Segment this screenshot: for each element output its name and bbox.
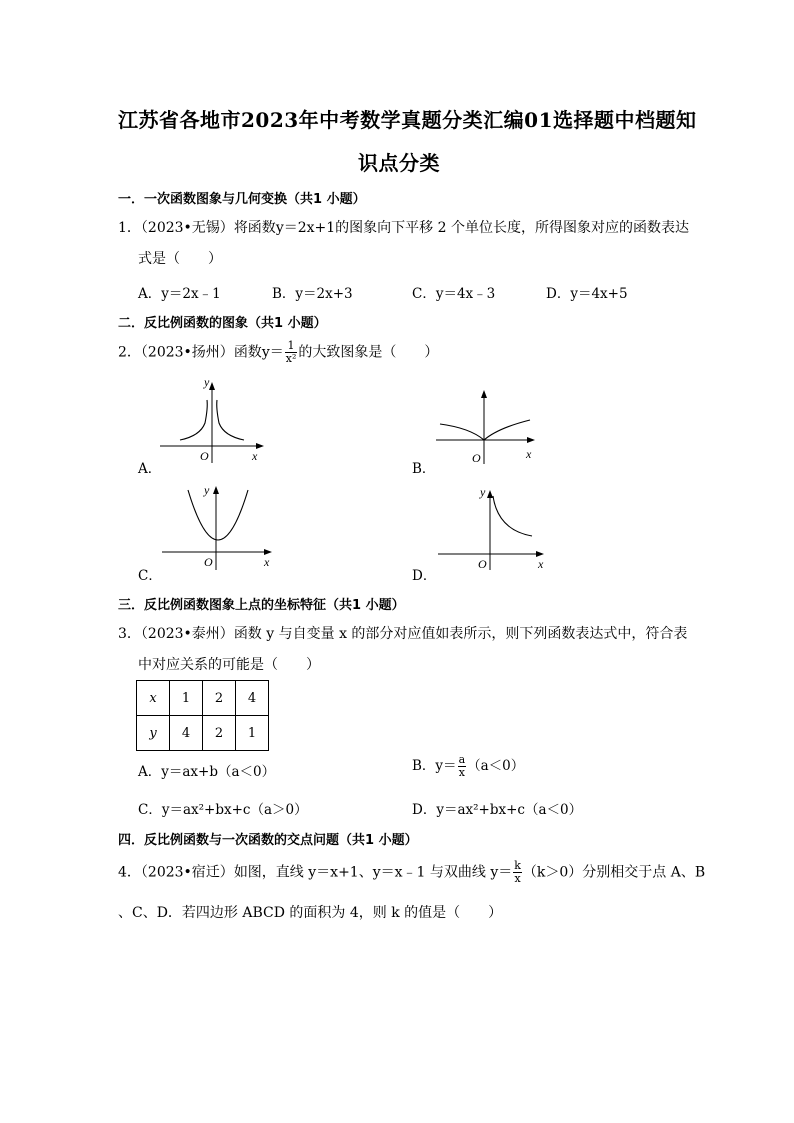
question-3-option-b[interactable]: B．y＝ $\frac{a}{x}$ （a＜0） xyxy=(412,753,525,779)
table-cell: 2 xyxy=(203,716,236,751)
question-1-source: （2023•无锡） xyxy=(140,220,234,236)
question-3-number: 3． xyxy=(118,626,141,642)
curve-right xyxy=(484,420,530,440)
origin-label: O xyxy=(200,449,209,463)
question-3-line1: 3．（2023•泰州）函数 y 与自变量 x 的部分对应值如表所示，则下列函数表达式中，符合表 xyxy=(118,626,688,642)
origin-label: O xyxy=(472,451,481,465)
table-cell: 1 xyxy=(236,716,269,751)
y-label: y xyxy=(480,485,486,499)
question-4-fraction: $\frac{k}{x}$ xyxy=(514,859,521,885)
table-row xyxy=(137,681,269,716)
curve-right xyxy=(493,496,532,536)
section-heading-3: 三．反比例函数图象上点的坐标特征（共1 小题） xyxy=(118,598,405,613)
table-cell: 2 xyxy=(203,681,236,716)
question-4-line1: 4．（2023•宿迁）如图，直线 y＝x+1、y＝x﹣1 与双曲线 y＝ $\frac{k}{x}$ （k＞0）分别相交于点 A、B xyxy=(118,859,706,885)
table-cell: 1 xyxy=(170,681,203,716)
question-2-option-b-label[interactable]: B． xyxy=(412,461,436,477)
question-4-number: 4． xyxy=(118,864,141,881)
question-3-source: （2023•泰州） xyxy=(140,626,234,642)
question-1-option-c[interactable]: C．y＝4x﹣3 xyxy=(412,286,496,302)
y-axis-arrow xyxy=(487,490,493,498)
table-cell: 4 xyxy=(170,716,203,751)
question-2-source: （2023•扬州） xyxy=(140,344,234,361)
question-2-line1: 2．（2023•扬州）函数y＝ $\frac{1}{\text{x²}}$ 的大致图象是（ ） xyxy=(118,339,439,365)
parabola xyxy=(188,490,248,540)
question-1-option-d[interactable]: D．y＝4x+5 xyxy=(546,286,628,302)
curve-left xyxy=(180,400,207,440)
origin-label: O xyxy=(478,557,487,571)
graph-a[interactable] xyxy=(160,378,270,468)
x-label: x xyxy=(252,449,258,463)
graph-c[interactable] xyxy=(160,480,280,572)
question-1-option-a[interactable]: A．y＝2x﹣1 xyxy=(138,286,221,302)
question-2-option-a-label[interactable]: A． xyxy=(138,461,162,477)
question-2-number: 2． xyxy=(118,344,141,361)
question-3-option-c[interactable]: C．y＝ax²+bx+c（a＞0） xyxy=(138,802,308,818)
graph-b[interactable] xyxy=(436,386,546,468)
question-3-option-d[interactable]: D．y＝ax²+bx+c（a＜0） xyxy=(412,802,583,818)
section-heading-1: 一．一次函数图象与几何变换（共1 小题） xyxy=(118,192,366,207)
table-cell: x xyxy=(137,681,170,716)
page-title-line2: 识点分类 xyxy=(358,151,440,175)
question-1-line2: 式是（ ） xyxy=(138,251,222,267)
table-cell: 4 xyxy=(236,681,269,716)
table-cell: y xyxy=(137,716,170,751)
value-table xyxy=(136,680,269,751)
question-1-expression: y＝2x+1 xyxy=(275,220,336,236)
question-2-fraction: $\frac{1}{\text{x²}}$ xyxy=(285,339,297,365)
x-axis-arrow xyxy=(527,437,535,443)
question-2-option-c-label[interactable]: C． xyxy=(138,568,162,584)
y-label: y xyxy=(204,378,210,389)
y-label: y xyxy=(204,483,210,497)
question-1-number: 1． xyxy=(118,220,141,236)
question-1-line1: 1．（2023•无锡）将函数y＝2x+1的图象向下平移 2 个单位长度，所得图象对应的函数表达 xyxy=(118,220,689,236)
curve-right xyxy=(217,400,244,440)
question-3-line2: 中对应关系的可能是（ ） xyxy=(138,657,320,673)
question-3-option-b-fraction: $\frac{a}{x}$ xyxy=(458,753,466,779)
x-label: x xyxy=(264,555,270,569)
curve-left xyxy=(440,424,484,440)
y-axis-arrow xyxy=(213,486,219,494)
section-heading-2: 二．反比例函数的图象（共1 小题） xyxy=(118,316,327,331)
origin-label: O xyxy=(204,555,213,569)
graph-d[interactable] xyxy=(436,484,554,572)
question-4-line2: 、C、D．若四边形 ABCD 的面积为 4，则 k 的值是（ ） xyxy=(118,905,503,921)
table-row xyxy=(137,716,269,751)
x-label: x xyxy=(538,557,544,571)
question-4-source: （2023•宿迁） xyxy=(140,864,234,881)
question-3-option-a[interactable]: A．y＝ax+b（a＜0） xyxy=(138,764,276,780)
y-axis-arrow xyxy=(481,390,487,398)
question-1-option-b[interactable]: B．y＝2x+3 xyxy=(272,286,353,302)
section-heading-4: 四．反比例函数与一次函数的交点问题（共1 小题） xyxy=(118,833,418,848)
page-title-line1: 江苏省各地市2023年中考数学真题分类汇编01选择题中档题知 xyxy=(118,108,697,132)
y-axis-arrow xyxy=(209,382,215,390)
question-2-option-d-label[interactable]: D． xyxy=(412,568,437,584)
x-label: x xyxy=(526,447,532,461)
